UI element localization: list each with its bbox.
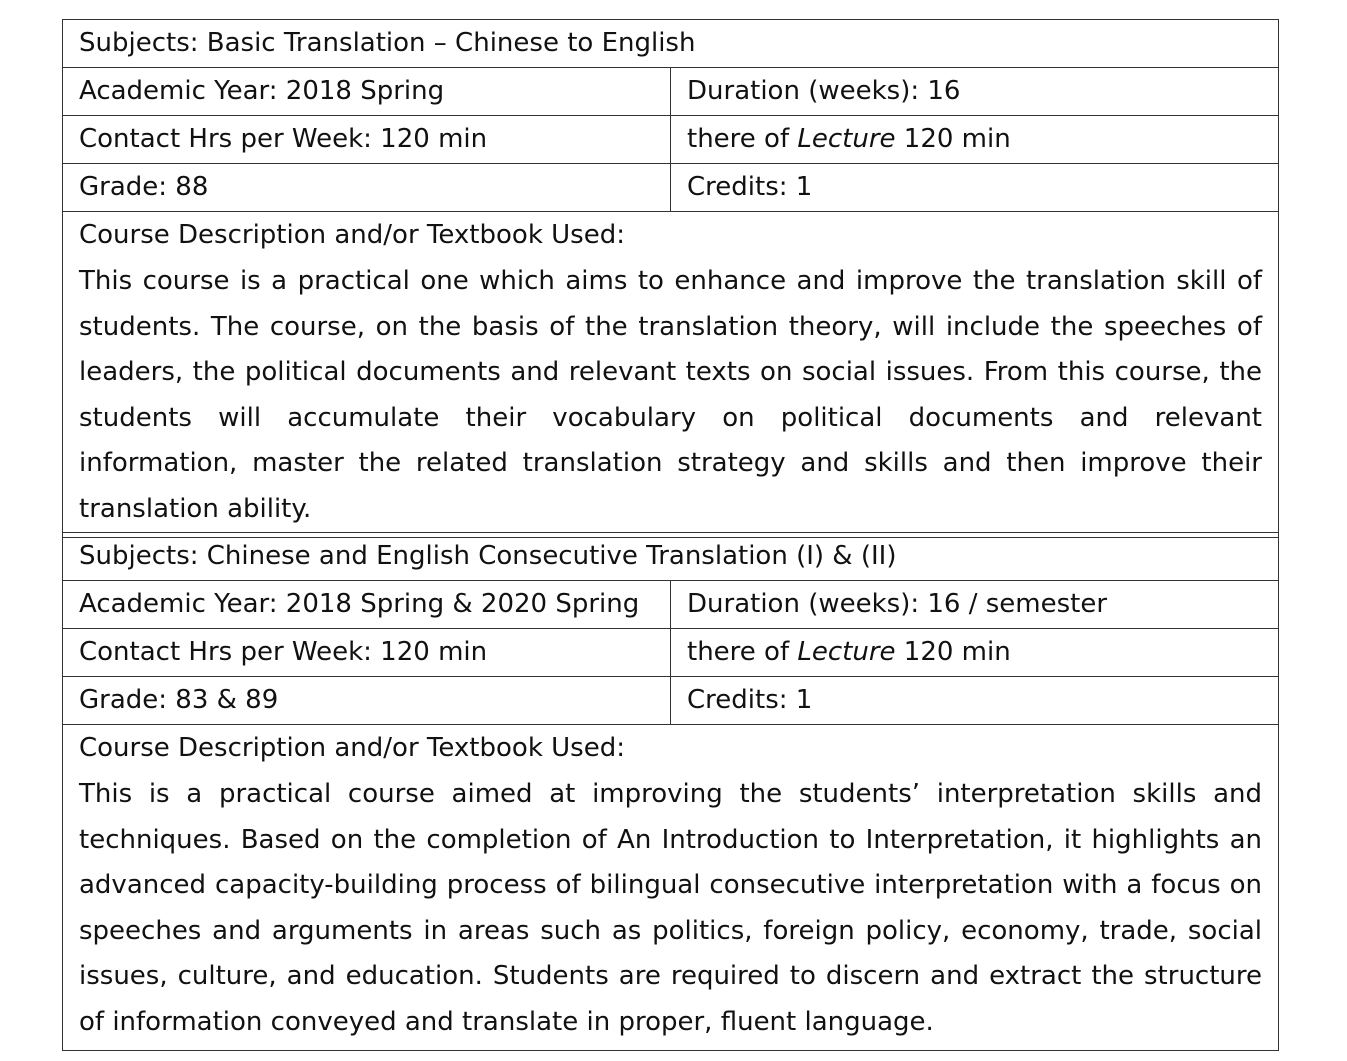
description-text: This is a practical course aimed at improving the students’ interpretation skills and techniques. Based on the completion of An Introduction to Interpretation, it highlights an advanced capacity-building process of bilingual consecutive interpretation with a focus on speeches and arguments in areas such as politics, foreign policy, economy, trade, social issues, culture, and education. Students are required to discern and extract the structure of information conveyed and translate in proper, fluent language.	[79, 779, 1262, 1037]
lecture-word: Lecture	[797, 637, 896, 667]
lecture-prefix: there of	[687, 637, 790, 667]
grade-cell: Grade: 83 & 89	[63, 677, 671, 725]
credits-cell: Credits: 1	[671, 677, 1279, 725]
lecture-cell	[671, 116, 1279, 164]
duration-cell: Duration (weeks): 16	[671, 68, 1279, 116]
grade-cell: Grade: 88	[63, 164, 671, 212]
description-cell	[63, 725, 1279, 1051]
lecture-time: 120 min	[903, 124, 1011, 154]
description-heading: Course Description and/or Textbook Used:	[79, 220, 625, 250]
subject-cell: Subjects: Chinese and English Consecutive Translation (I) & (II)	[63, 533, 1279, 581]
lecture-cell	[671, 629, 1279, 677]
description-text: This course is a practical one which aims to enhance and improve the translation skill of students. The course, on the basis of the translation theory, will include the speeches of leaders, the political documents and relevant texts on social issues. From this course, the students will accumulate their vocabulary on political documents and relevant information, master the related translation strategy and skills and then improve their translation ability.	[79, 266, 1262, 524]
contact-hours-cell: Contact Hrs per Week: 120 min	[63, 629, 671, 677]
lecture-time: 120 min	[903, 637, 1011, 667]
academic-year-cell: Academic Year: 2018 Spring & 2020 Spring	[63, 581, 671, 629]
contact-hours-cell: Contact Hrs per Week: 120 min	[63, 116, 671, 164]
academic-year-cell: Academic Year: 2018 Spring	[63, 68, 671, 116]
duration-cell: Duration (weeks): 16 / semester	[671, 581, 1279, 629]
course-table-consecutive-translation	[62, 532, 1279, 1051]
credits-cell: Credits: 1	[671, 164, 1279, 212]
lecture-prefix: there of	[687, 124, 790, 154]
lecture-word: Lecture	[797, 124, 896, 154]
description-cell	[63, 212, 1279, 538]
description-heading: Course Description and/or Textbook Used:	[79, 733, 625, 763]
subject-cell: Subjects: Basic Translation – Chinese to English	[63, 20, 1279, 68]
course-table-basic-translation	[62, 19, 1279, 538]
